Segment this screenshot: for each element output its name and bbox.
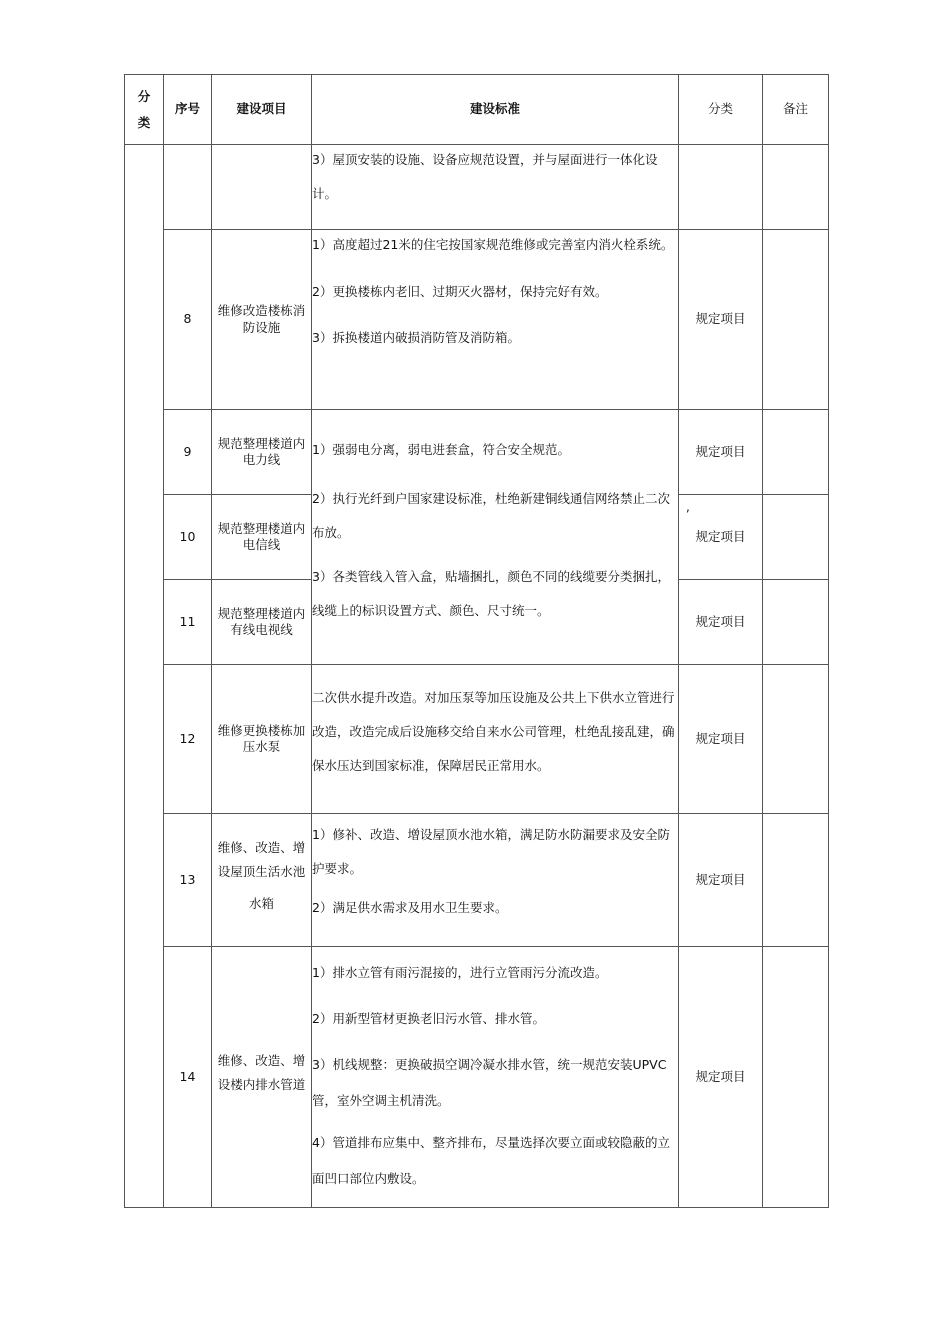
project-cell: [212, 947, 312, 1208]
type-cell: 规定项目: [679, 947, 763, 1208]
no-cell: 10: [164, 495, 212, 580]
project-cell: 规范整理楼道内电力线: [212, 410, 312, 495]
remark-cell: [763, 495, 829, 580]
no-cell: 13: [164, 814, 212, 947]
no-cell: [164, 145, 212, 230]
table-row: [125, 814, 829, 947]
no-cell: 11: [164, 580, 212, 665]
standards-table: [124, 74, 829, 1208]
type-cell: [679, 145, 763, 230]
header-row: [125, 75, 829, 145]
table-row: [125, 947, 829, 1208]
standard-cell: [312, 947, 679, 1208]
header-remark: 备注: [763, 75, 829, 145]
table-row: [125, 145, 829, 230]
project-cell: 规范整理楼道内有线电视线: [212, 580, 312, 665]
standard-text: 2）更换楼栋内老旧、过期灭火器材，保持完好有效。: [312, 284, 608, 299]
standard-cell: [312, 145, 679, 230]
type-cell: 规定项目: [679, 495, 763, 580]
standard-cell: [312, 665, 679, 814]
standard-text: 1）修补、改造、增设屋顶水池水箱，满足防水防漏要求及安全防护要求。: [312, 827, 670, 876]
project-cell: [212, 145, 312, 230]
standard-text: 1）排水立管有雨污混接的，进行立管雨污分流改造。: [312, 965, 608, 980]
table-row: [125, 230, 829, 410]
header-type: 分类: [679, 75, 763, 145]
standard-text: 2）满足供水需求及用水卫生要求。: [312, 900, 508, 915]
table-row: [125, 410, 829, 495]
category-cell: [125, 145, 164, 1208]
no-cell: 12: [164, 665, 212, 814]
project-text: 设屋顶生活水池水箱: [217, 864, 306, 911]
project-cell: [212, 814, 312, 947]
type-cell: 规定项目: [679, 580, 763, 665]
stray-comma: ,: [686, 500, 690, 514]
remark-cell: [763, 410, 829, 495]
type-cell: 规定项目: [679, 814, 763, 947]
type-cell: 规定项目: [679, 410, 763, 495]
remark-cell: [763, 665, 829, 814]
standard-text: 3）各类管线入管入盒，贴墙捆扎，颜色不同的线缆要分类捆扎，线缆上的标识设置方式、颜色、尺寸统一。: [312, 569, 670, 618]
remark-cell: [763, 814, 829, 947]
standard-cell-merged: [312, 410, 679, 665]
no-cell: 9: [164, 410, 212, 495]
standard-text: 二次供水提升改造。对加压泵等加压设施及公共上下供水立管进行改造，改造完成后设施移交给自来水公司管理，杜绝乱接乱建，确保水压达到国家标准，保障居民正常用水。: [312, 690, 675, 773]
header-standard: 建设标准: [312, 75, 679, 145]
type-cell: 规定项目: [679, 665, 763, 814]
standard-text: 2）用新型管材更换老旧污水管、排水管。: [312, 1011, 545, 1026]
standard-text: 1）高度超过21米的住宅按国家规范维修或完善室内消火栓系统。: [312, 237, 674, 252]
remark-cell: [763, 145, 829, 230]
header-no: 序号: [164, 75, 212, 145]
no-cell: 14: [164, 947, 212, 1208]
remark-cell: [763, 230, 829, 410]
header-project: 建设项目: [212, 75, 312, 145]
standard-text: 2）执行光纤到户国家建设标准，杜绝新建铜线通信网络禁止二次布放。: [312, 491, 670, 540]
standard-cell: [312, 230, 679, 410]
project-cell: 规范整理楼道内电信线: [212, 495, 312, 580]
project-cell: 维修更换楼栋加压水泵: [212, 665, 312, 814]
no-cell: 8: [164, 230, 212, 410]
project-text: 维修、改造、增: [217, 840, 306, 855]
standard-text: 4）管道排布应集中、整齐排布，尽量选择次要立面或较隐蔽的立面凹口部位内敷设。: [312, 1135, 670, 1186]
type-cell: 规定项目: [679, 230, 763, 410]
project-text: 设楼内排水管道: [217, 1077, 306, 1092]
project-text: 维修、改造、增: [217, 1053, 306, 1068]
standard-text: 1）强弱电分离，弱电进套盒，符合安全规范。: [312, 442, 570, 457]
standard-text: 3）机线规整：更换破损空调冷凝水排水管，统一规范安装UPVC管，室外空调主机清洗。: [312, 1057, 667, 1108]
remark-cell: [763, 947, 829, 1208]
standard-text: 3）屋顶安装的设施、设备应规范设置，并与屋面进行一体化设计。: [312, 152, 658, 201]
standard-cell: [312, 814, 679, 947]
remark-cell: [763, 580, 829, 665]
header-category: 分类: [125, 75, 164, 145]
table-row: [125, 665, 829, 814]
project-cell: 维修改造楼栋消防设施: [212, 230, 312, 410]
standard-text: 3）拆换楼道内破损消防管及消防箱。: [312, 330, 520, 345]
